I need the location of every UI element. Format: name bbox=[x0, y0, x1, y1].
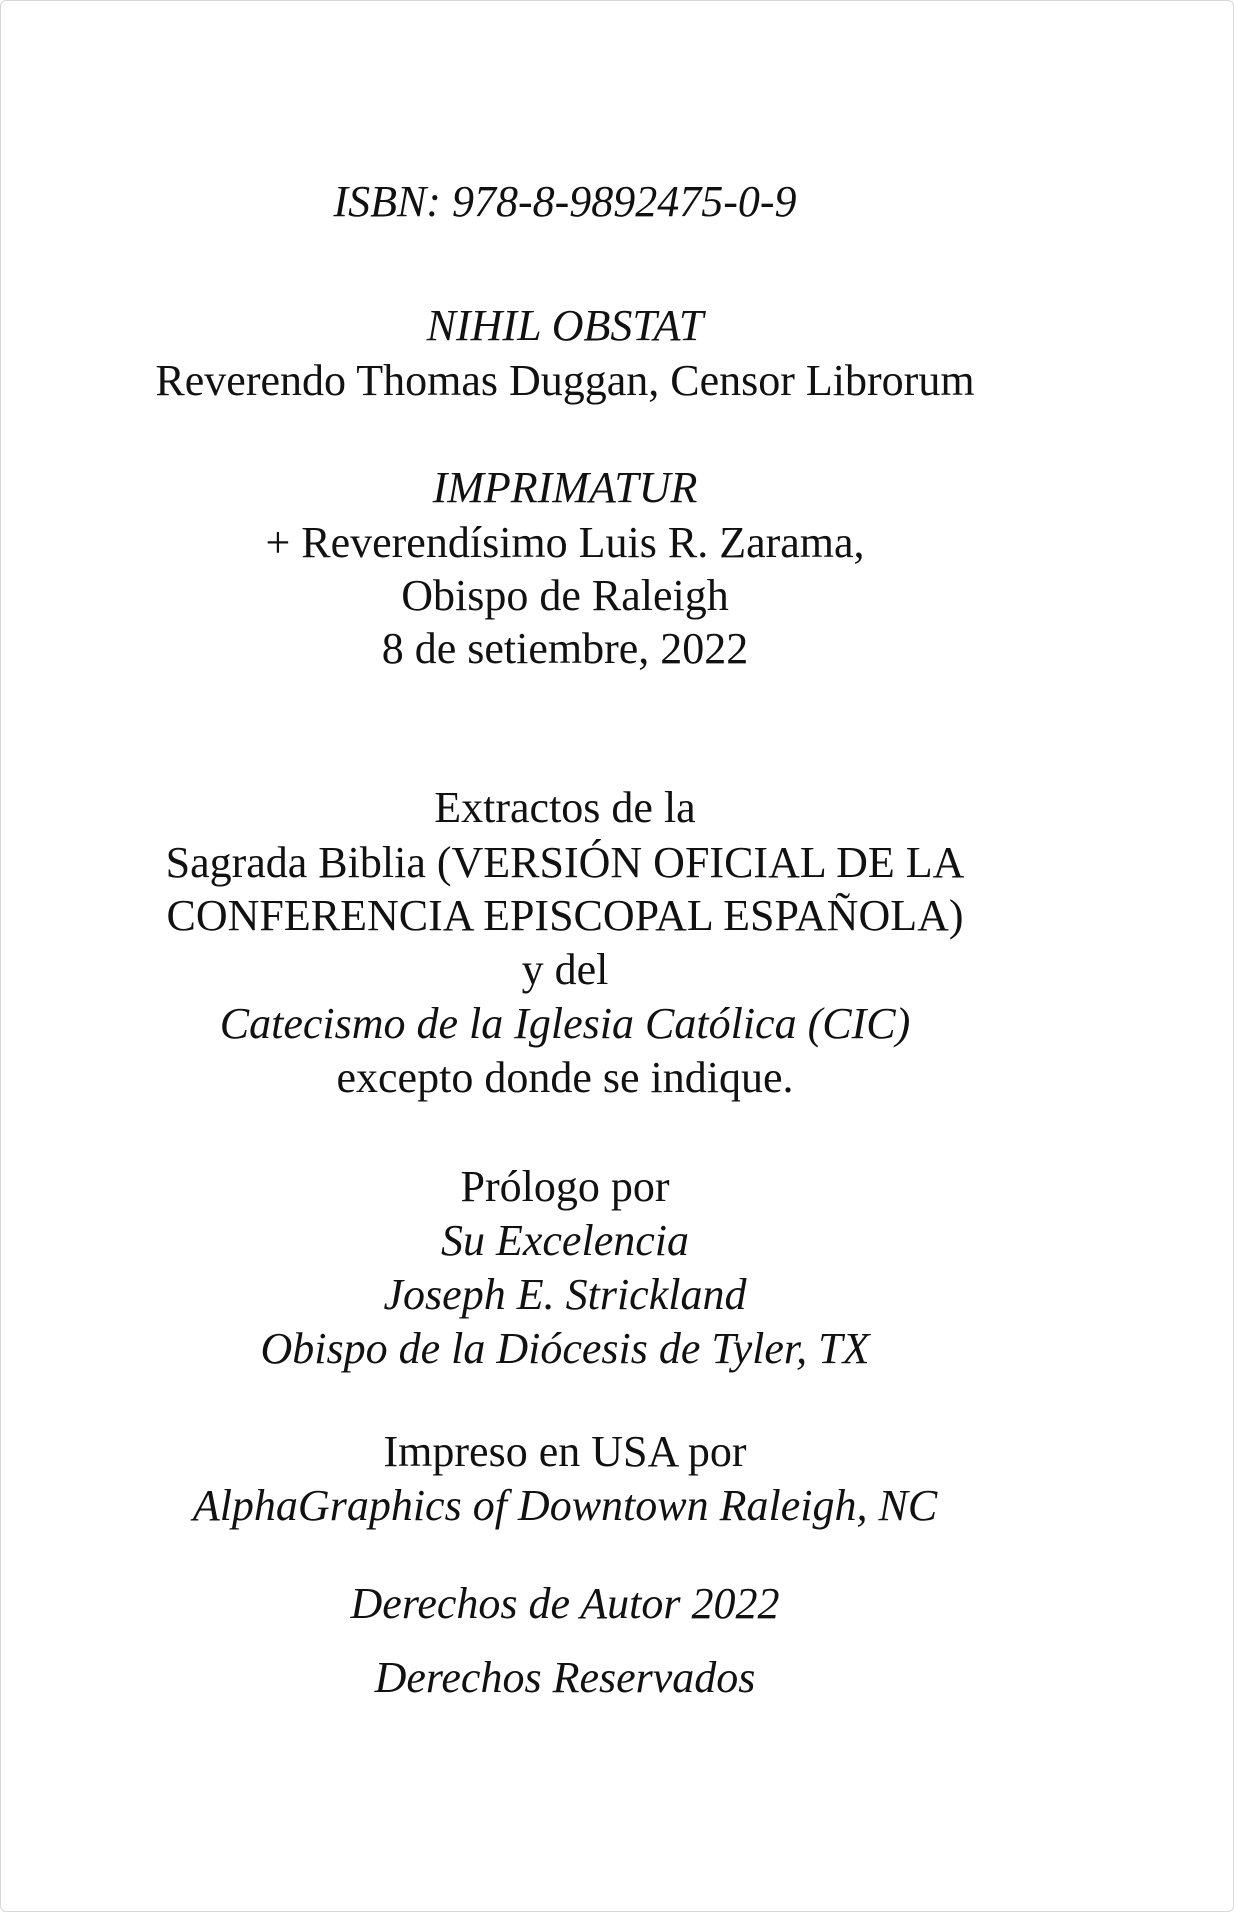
extracts-line-6: excepto donde se indique. bbox=[336, 1053, 794, 1102]
prologue-author: Joseph E. Strickland bbox=[383, 1270, 747, 1319]
rights-reserved-line: Derechos Reservados bbox=[374, 1653, 756, 1702]
extracts-line-3: CONFERENCIA EPISCOPAL ESPAÑOLA) bbox=[166, 891, 964, 940]
copyright-line: Derechos de Autor 2022 bbox=[350, 1579, 780, 1628]
prologue-author-title: Obispo de la Diócesis de Tyler, TX bbox=[260, 1324, 870, 1373]
imprimatur-bishop: + Reverendísimo Luis R. Zarama, bbox=[265, 518, 865, 567]
prologue-line-1: Prólogo por bbox=[460, 1162, 670, 1211]
extracts-line-4: y del bbox=[521, 945, 609, 994]
prologue-line-2: Su Excelencia bbox=[441, 1216, 689, 1265]
nihil-obstat-heading: NIHIL OBSTAT bbox=[426, 301, 704, 350]
imprimatur-date: 8 de setiembre, 2022 bbox=[381, 624, 749, 673]
extracts-line-1: Extractos de la bbox=[434, 783, 696, 832]
imprimatur-title: Obispo de Raleigh bbox=[401, 571, 729, 620]
nihil-obstat-censor: Reverendo Thomas Duggan, Censor Librorum bbox=[155, 356, 975, 405]
imprimatur-heading: IMPRIMATUR bbox=[432, 463, 698, 512]
printing-line-1: Impreso en USA por bbox=[383, 1427, 747, 1476]
extracts-catechism: Catecismo de la Iglesia Católica (CIC) bbox=[219, 999, 911, 1048]
printer-name: AlphaGraphics of Downtown Raleigh, NC bbox=[192, 1481, 938, 1530]
isbn-line: ISBN: 978-8-9892475-0-9 bbox=[333, 177, 797, 226]
extracts-line-2: Sagrada Biblia (VERSIÓN OFICIAL DE LA bbox=[165, 838, 965, 887]
copyright-page-content bbox=[1, 1, 1129, 1911]
